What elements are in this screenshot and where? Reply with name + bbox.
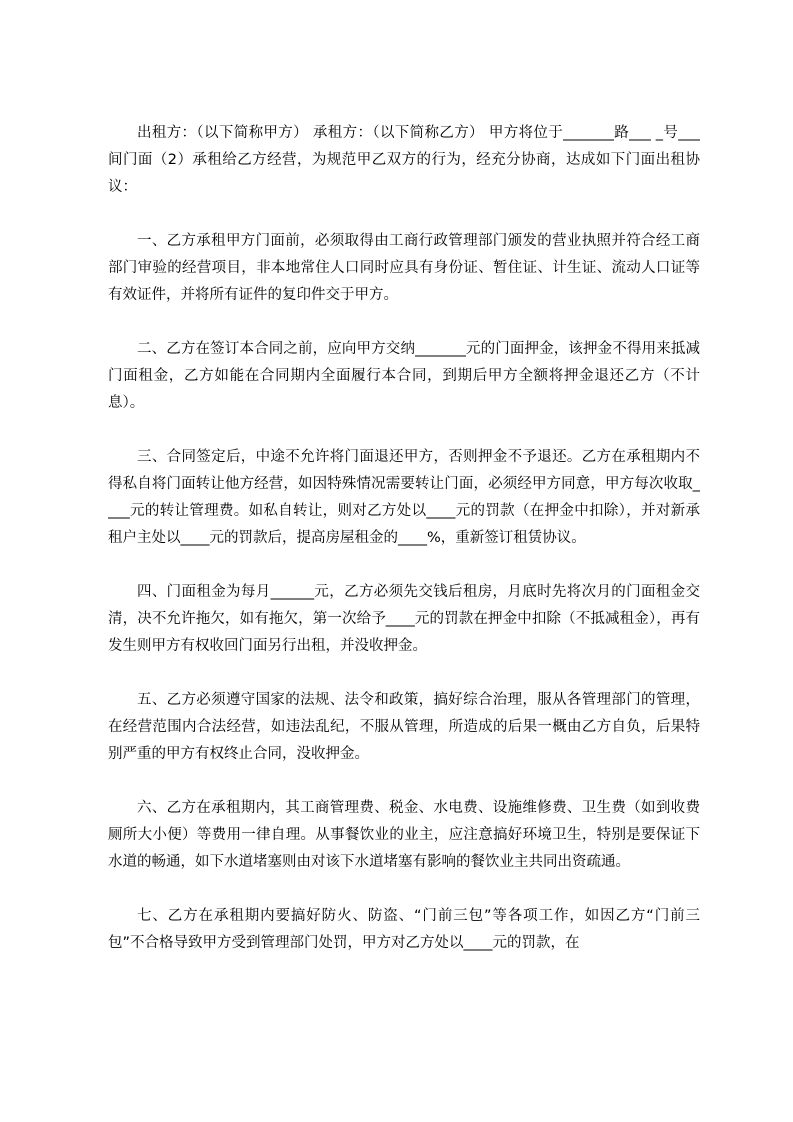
clause-5: 五、乙方必须遵守国家的法规、法令和政策，搞好综合治理，服从各管理部门的管理，在经营范围内合法经营，如违法乱纪，不服从管理，所造成的后果一概由乙方自负，后果特别严重的甲方有权终止合同，没收押金。 [108, 692, 700, 762]
clause-6: 六、乙方在承租期内，其工商管理费、税金、水电费、设施维修费、卫生费（如到收费厕所大小便）等费用一律自理。从事餐饮业的业主，应注意搞好环境卫生，特别是要保证下水道的畅通，如下水道堵塞则由对该下水道堵塞有影响的餐饮业主共同出资疏通。 [108, 800, 700, 870]
clause-2: 二、乙方在签订本合同之前，应向甲方交纳_______元的门面押金，该押金不得用来抵减门面租金，乙方如能在合同期内全面履行本合同，到期后甲方全额将押金退还乙方（不计息）。 [108, 341, 700, 411]
clause-1: 一、乙方承租甲方门面前，必须取得由工商行政管理部门颁发的营业执照并符合经工商部门审验的经营项目，非本地常住人口同时应具有身份证、暂住证、计生证、流动人口证等有效证件，并将所有证件的复印件交于甲方。 [108, 233, 700, 303]
intro-paragraph: 出租方：（以下简称甲方） 承租方：（以下简称乙方） 甲方将位于_______路___ _号___间门面（2）承租给乙方经营，为规范甲乙双方的行为，经充分协商，达成如下门面出租协议： [108, 125, 700, 195]
document-body [108, 120, 700, 984]
clause-4: 四、门面租金为每月______元，乙方必须先交钱后租房，月底时先将次月的门面租金交清，决不允许拖欠，如有拖欠，第一次给予____元的罚款在押金中扣除（不抵减租金），再有发生则甲方有权收回门面另行出租，并没收押金。 [108, 584, 700, 654]
clause-7: 七、乙方在承租期内要搞好防火、防盗、“门前三包”等各项工作，如因乙方“门前三包”不合格导致甲方受到管理部门处罚，甲方对乙方处以____元的罚款，在 [108, 908, 700, 951]
clause-3: 三、合同签定后，中途不允许将门面退还甲方，否则押金不予退还。乙方在承租期内不得私自将门面转让他方经营，如因特殊情况需要转让门面，必须经甲方同意，甲方每次收取____元的转让管理费。如私自转让，则对乙方处以____元的罚款（在押金中扣除），并对新承租户主处以____元的罚款后，提高房屋租金的____%，重新签订租赁协议。 [108, 449, 700, 546]
